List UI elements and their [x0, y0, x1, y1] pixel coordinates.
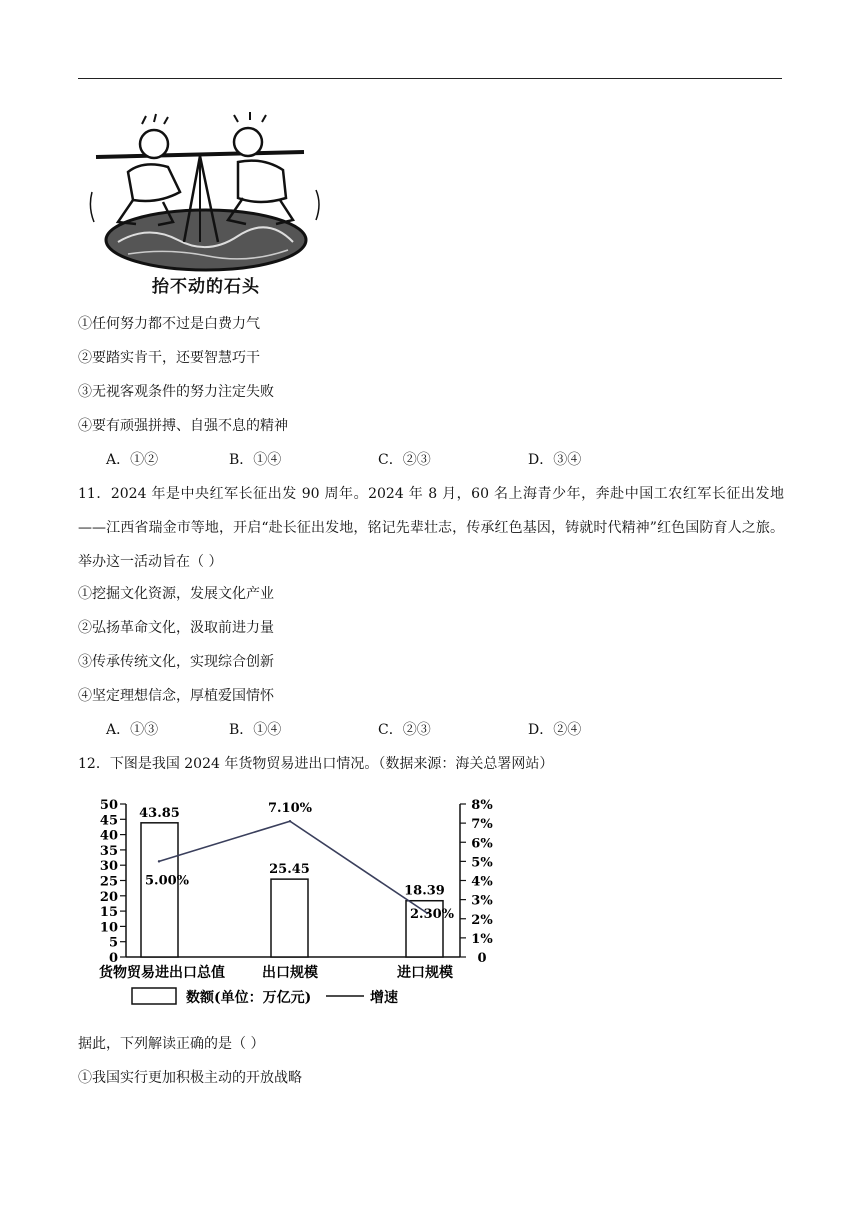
- growth-label: 2.30%: [410, 907, 455, 923]
- right-tick-label: 6%: [471, 836, 493, 852]
- q11-item-2: ②弘扬革命文化，汲取前进力量: [78, 620, 274, 636]
- bar-value-label: 18.39: [404, 883, 445, 899]
- right-tick-label: 8%: [471, 798, 493, 813]
- category-label: 进口规模: [397, 965, 453, 981]
- q11-option-a[interactable]: A．①③: [106, 722, 159, 738]
- q10-option-b[interactable]: B．①④: [229, 452, 282, 468]
- q10-option-d[interactable]: D．③④: [528, 452, 582, 468]
- growth-point: [289, 820, 291, 822]
- q11-item-4: ④坚定理想信念，厚植爱国情怀: [78, 688, 274, 704]
- left-tick-label: 20: [99, 889, 118, 905]
- q11-stem: 11．2024 年是中央红军长征出发 90 周年。2024 年 8 月，60 名上海青少年，奔赴中国工农红军长征出发地——江西省瑞金市等地，开启“赴长征出发地，铭记先辈壮志，传承红色基因，铸就时代精神”红色国防育人之旅。举办这一活动旨在（ ）: [78, 486, 784, 570]
- cartoon-figure: [88, 112, 324, 298]
- left-tick-label: 45: [99, 813, 118, 829]
- q11-option-c[interactable]: C．②③: [378, 722, 431, 738]
- bar-value-label: 25.45: [269, 862, 310, 878]
- left-tick-label: 0: [108, 951, 118, 966]
- q12-stem: 12．下图是我国 2024 年货物贸易进出口情况。（数据来源：海关总署网站）: [78, 756, 554, 772]
- trade-chart: [80, 790, 510, 1020]
- legend-bar-label: 数额(单位：万亿元): [186, 990, 312, 1006]
- q10-option-c[interactable]: C．②③: [378, 452, 431, 468]
- left-tick-label: 40: [99, 828, 118, 844]
- q10-option-a[interactable]: A．①②: [106, 452, 159, 468]
- q11-item-1: ①挖掘文化资源，发展文化产业: [78, 586, 274, 602]
- q11-option-d[interactable]: D．②④: [528, 722, 582, 738]
- category-label: 货物贸易进出口总值: [99, 965, 225, 981]
- q11-item-3: ③传承传统文化，实现综合创新: [78, 654, 274, 670]
- legend-line-label: 增速: [370, 990, 398, 1006]
- bar-value-label: 43.85: [139, 805, 180, 821]
- q10-item-3: ③无视客观条件的努力注定失败: [78, 384, 274, 400]
- q12-after: 据此，下列解读正确的是（ ）: [78, 1036, 265, 1052]
- left-tick-label: 30: [99, 859, 118, 875]
- cartoon-drawing: [88, 112, 324, 272]
- right-tick-label: 5%: [471, 855, 493, 871]
- q10-item-4: ④要有顽强拼搏、自强不息的精神: [78, 418, 288, 434]
- legend-bar-swatch: [132, 988, 176, 1004]
- cartoon-caption: 抬不动的石头: [152, 277, 260, 297]
- growth-label: 5.00%: [145, 873, 190, 889]
- right-tick-label: 0: [477, 951, 487, 966]
- bar: [141, 823, 178, 957]
- right-tick-label: 4%: [471, 874, 493, 890]
- left-tick-label: 25: [99, 874, 118, 890]
- q10-item-2: ②要踏实肯干，还要智慧巧干: [78, 350, 260, 366]
- right-tick-label: 7%: [471, 817, 493, 833]
- left-tick-label: 35: [99, 843, 118, 859]
- q12-item-1: ①我国实行更加积极主动的开放战略: [78, 1070, 302, 1086]
- q10-item-1: ①任何努力都不过是白费力气: [78, 316, 260, 332]
- left-tick-label: 10: [99, 920, 118, 936]
- growth-point: [158, 860, 160, 862]
- trade-chart-svg: [80, 790, 510, 1020]
- right-tick-label: 1%: [471, 931, 493, 947]
- top-rule: [78, 78, 782, 79]
- left-tick-label: 15: [99, 905, 118, 921]
- category-label: 出口规模: [262, 965, 318, 981]
- growth-label: 7.10%: [267, 801, 313, 817]
- right-tick-label: 3%: [471, 893, 493, 909]
- left-tick-label: 5: [108, 935, 118, 951]
- right-tick-label: 2%: [471, 912, 493, 928]
- left-tick-label: 50: [99, 798, 118, 813]
- bar: [271, 879, 308, 957]
- q11-option-b[interactable]: B．①④: [229, 722, 282, 738]
